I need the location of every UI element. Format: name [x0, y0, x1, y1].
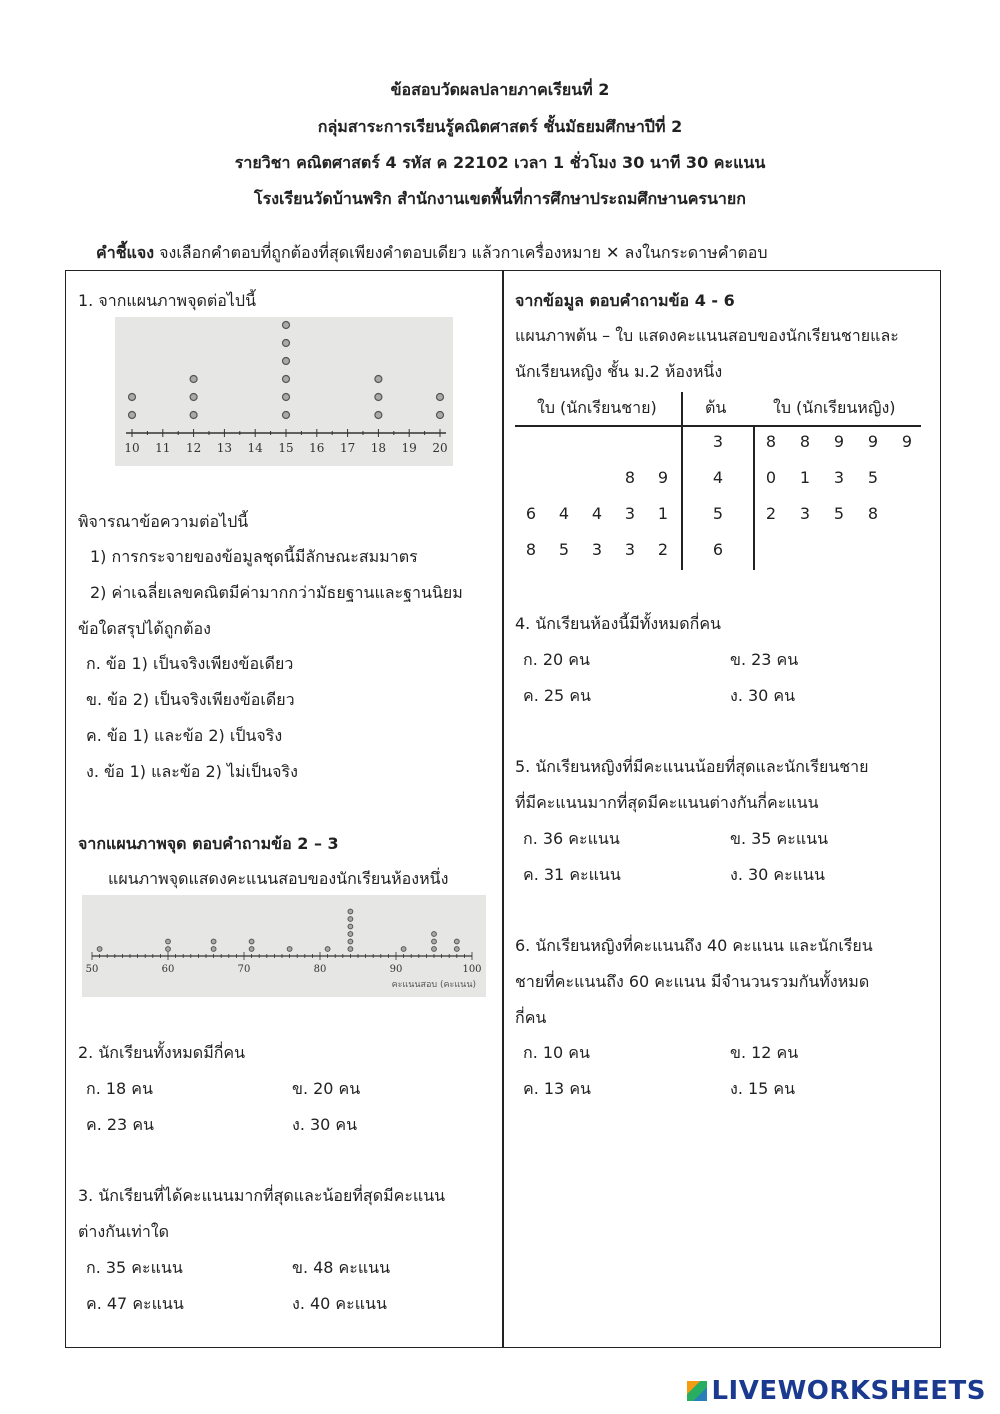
dot-plot-2-point — [348, 909, 353, 914]
q3-choice-a[interactable]: ก. 35 คะแนน — [86, 1258, 183, 1277]
dot-plot-2-point — [348, 924, 353, 929]
stem-leaf-left-leaf: 6 — [525, 504, 537, 523]
q5-title: 5. นักเรียนหญิงที่มีคะแนนน้อยที่สุดและนักเรียนชาย — [515, 757, 869, 776]
q6-title: 6. นักเรียนหญิงที่คะแนนถึง 40 คะแนน และนักเรียน — [515, 936, 873, 955]
course-info: รายวิชา คณิตศาสตร์ 4 รหัส ค 22102 เวลา 1 ชั่วโมง 30 นาที 30 คะแนน — [234, 153, 766, 172]
stem-leaf-left-leaf: 3 — [624, 504, 636, 523]
q3-title: 3. นักเรียนที่ได้คะแนนมากที่สุดและน้อยที่สุดมีคะแนน — [78, 1186, 446, 1205]
q6-choice-b[interactable]: ข. 12 คน — [730, 1043, 799, 1062]
dot-plot-2-tick-label: 50 — [85, 964, 99, 975]
dot-plot-2-point — [287, 947, 292, 952]
stem-leaf-left-rule — [681, 392, 683, 570]
stem-leaf-head-left: ใบ (นักเรียนชาย) — [537, 398, 657, 417]
stem-leaf-left-leaf: 5 — [558, 540, 570, 559]
dot-plot-2-point — [249, 947, 254, 952]
stem-leaf-table — [515, 392, 921, 570]
dot-plot-1-point — [437, 412, 444, 419]
q2-choice-d[interactable]: ง. 30 คน — [292, 1115, 358, 1134]
stem-leaf-stem: 5 — [712, 504, 724, 523]
dot-plot-1-point — [283, 358, 290, 365]
stem-leaf-right-leaf: 1 — [799, 468, 811, 487]
dot-plot-1-point — [375, 394, 382, 401]
dot-plot-2-point — [249, 939, 254, 944]
dot-plot-2-xlabel: คะแนนสอบ (คะแนน) — [391, 980, 476, 990]
exam-title: ข้อสอบวัดผลปลายภาคเรียนที่ 2 — [390, 80, 610, 99]
q3-choice-d[interactable]: ง. 40 คะแนน — [292, 1294, 387, 1313]
stem-leaf-right-leaf: 8 — [867, 504, 879, 523]
dot-plot-1-point — [375, 412, 382, 419]
stem-leaf-left-leaf: 8 — [525, 540, 537, 559]
stem-leaf-right-leaf: 9 — [867, 432, 879, 451]
stem-leaf-left-leaf: 4 — [558, 504, 570, 523]
q1-statement-1: 1) การกระจายของข้อมูลชุดนี้มีลักษณะสมมาตร — [90, 547, 418, 566]
dot-plot-1-svg — [115, 317, 453, 466]
q2-choice-b[interactable]: ข. 20 คน — [292, 1079, 361, 1098]
dot-plot-1-point — [283, 340, 290, 347]
stem-leaf-right-leaf: 9 — [901, 432, 913, 451]
q1-ask: ข้อใดสรุปได้ถูกต้อง — [78, 619, 211, 638]
q4-choice-d[interactable]: ง. 30 คน — [730, 686, 796, 705]
q5-choice-d[interactable]: ง. 30 คะแนน — [730, 865, 825, 884]
stem-leaf-right-leaf: 8 — [765, 432, 777, 451]
dot-plot-2-tick-label: 80 — [313, 964, 327, 975]
stem-leaf-right-leaf: 2 — [765, 504, 777, 523]
instruction — [96, 241, 768, 266]
instruction-label: คำชี้แจง — [96, 243, 155, 262]
q1-choice-a[interactable]: ก. ข้อ 1) เป็นจริงเพียงข้อเดียว — [86, 654, 294, 673]
dot-plot-1-tick-label: 16 — [309, 441, 325, 455]
dot-plot-2-point — [325, 947, 330, 952]
dot-plot-2-point — [166, 947, 171, 952]
dot-plot-2 — [82, 895, 486, 997]
stem-leaf-head-stem: ต้น — [705, 398, 727, 417]
q6-title-2: ชายที่คะแนนถึง 60 คะแนน มีจำนวนรวมกันทั้งหมด — [515, 972, 870, 991]
dot-plot-1-tick-label: 19 — [401, 441, 417, 455]
q1-statement-2: 2) ค่าเฉลี่ยเลขคณิตมีค่ามากกว่ามัธยฐานและฐานนิยม — [90, 583, 463, 602]
q5-title-2: ที่มีคะแนนมากที่สุดมีคะแนนต่างกันกี่คะแนน — [515, 793, 819, 812]
dot-plot-1-tick-label: 13 — [216, 441, 233, 455]
dot-plot-1-tick-label: 18 — [370, 441, 387, 455]
q4-choice-c[interactable]: ค. 25 คน — [523, 686, 591, 705]
q3-choice-c[interactable]: ค. 47 คะแนน — [86, 1294, 184, 1313]
q1-choice-b[interactable]: ข. ข้อ 2) เป็นจริงเพียงข้อเดียว — [86, 690, 295, 709]
dot-plot-1-tick-label: 11 — [155, 441, 171, 455]
q1-choice-d[interactable]: ง. ข้อ 1) และข้อ 2) ไม่เป็นจริง — [86, 762, 298, 781]
q2-choice-c[interactable]: ค. 23 คน — [86, 1115, 154, 1134]
stem-leaf-left-leaf: 3 — [591, 540, 603, 559]
section-2-3-title: จากแผนภาพจุด ตอบคำถามข้อ 2 – 3 — [78, 834, 339, 853]
q6-choice-a[interactable]: ก. 10 คน — [523, 1043, 590, 1062]
q3-title-2: ต่างกันเท่าใด — [78, 1222, 170, 1241]
q4-choice-b[interactable]: ข. 23 คน — [730, 650, 799, 669]
q2-title: 2. นักเรียนทั้งหมดมีกี่คน — [78, 1043, 246, 1062]
section-4-6-desc-2: นักเรียนหญิง ชั้น ม.2 ห้องหนึ่ง — [515, 362, 723, 381]
stem-leaf-stem: 3 — [712, 432, 724, 451]
dot-plot-1-point — [190, 412, 197, 419]
dot-plot-2-svg — [82, 895, 486, 997]
column-divider — [502, 270, 504, 1348]
dot-plot-2-point — [211, 939, 216, 944]
dot-plot-2-point — [432, 939, 437, 944]
dot-plot-1-point — [129, 394, 136, 401]
dot-plot-1-point — [283, 394, 290, 401]
dot-plot-1-tick-label: 10 — [124, 441, 140, 455]
stem-leaf-right-rule — [753, 425, 755, 570]
stem-leaf-right-leaf: 9 — [833, 432, 845, 451]
dot-plot-2-point — [97, 947, 102, 952]
dot-plot-1-point — [283, 412, 290, 419]
q6-title-3: กี่คน — [515, 1008, 547, 1027]
dot-plot-1-point — [437, 394, 444, 401]
q5-choice-a[interactable]: ก. 36 คะแนน — [523, 829, 620, 848]
q4-title: 4. นักเรียนห้องนี้มีทั้งหมดกี่คน — [515, 614, 721, 633]
dot-plot-2-point — [211, 947, 216, 952]
dot-plot-2-point — [401, 947, 406, 952]
stem-leaf-right-leaf: 5 — [867, 468, 879, 487]
school-name: โรงเรียนวัดบ้านพริก สำนักงานเขตพื้นที่การศึกษาประถมศึกษานครนายก — [254, 189, 746, 208]
section-2-3-desc: แผนภาพจุดแสดงคะแนนสอบของนักเรียนห้องหนึ่ง — [108, 869, 449, 888]
dot-plot-2-tick-label: 60 — [161, 964, 175, 975]
dot-plot-1-tick-label: 17 — [339, 441, 356, 455]
dot-plot-2-point — [348, 932, 353, 937]
dot-plot-1-point — [190, 376, 197, 383]
stem-leaf-header-rule — [515, 425, 921, 427]
dot-plot-2-point — [432, 947, 437, 952]
q6-choice-d[interactable]: ง. 15 คน — [730, 1079, 796, 1098]
dot-plot-2-point — [166, 939, 171, 944]
q5-choice-c[interactable]: ค. 31 คะแนน — [523, 865, 621, 884]
dot-plot-2-point — [454, 939, 459, 944]
stem-leaf-head-right: ใบ (นักเรียนหญิง) — [773, 398, 896, 417]
q2-choice-a[interactable]: ก. 18 คน — [86, 1079, 153, 1098]
dot-plot-2-point — [348, 947, 353, 952]
dot-plot-1-tick-label: 12 — [185, 441, 202, 455]
dot-plot-1-tick-label: 15 — [278, 441, 294, 455]
dot-plot-2-tick-label: 100 — [462, 964, 482, 975]
stem-leaf-left-leaf: 8 — [624, 468, 636, 487]
dot-plot-1-point — [129, 412, 136, 419]
q5-choice-b[interactable]: ข. 35 คะแนน — [730, 829, 829, 848]
q3-choice-b[interactable]: ข. 48 คะแนน — [292, 1258, 391, 1277]
stem-leaf-stem: 4 — [712, 468, 724, 487]
stem-leaf-left-leaf: 1 — [657, 504, 669, 523]
stem-leaf-right-leaf: 5 — [833, 504, 845, 523]
liveworksheets-logo[interactable] — [687, 1376, 986, 1406]
q1-consider: พิจารณาข้อความต่อไปนี้ — [78, 512, 249, 531]
stem-leaf-stem: 6 — [712, 540, 724, 559]
stem-leaf-left-leaf: 3 — [624, 540, 636, 559]
stem-leaf-right-leaf: 8 — [799, 432, 811, 451]
q1-choice-c[interactable]: ค. ข้อ 1) และข้อ 2) เป็นจริง — [86, 726, 283, 745]
instruction-text: จงเลือกคำตอบที่ถูกต้องที่สุดเพียงคำตอบเดียว แล้วกาเครื่องหมาย — [159, 243, 601, 262]
stem-leaf-right-leaf: 0 — [765, 468, 777, 487]
stem-leaf-right-leaf: 3 — [799, 504, 811, 523]
dot-plot-1 — [115, 317, 453, 466]
dot-plot-1-tick-label: 14 — [247, 441, 263, 455]
q4-choice-a[interactable]: ก. 20 คน — [523, 650, 590, 669]
dot-plot-1-point — [283, 322, 290, 329]
stem-leaf-left-leaf: 2 — [657, 540, 669, 559]
stem-leaf-left-leaf: 9 — [657, 468, 669, 487]
dot-plot-2-point — [454, 947, 459, 952]
dot-plot-2-tick-label: 90 — [389, 964, 403, 975]
liveworksheets-logo-icon — [687, 1381, 707, 1401]
section-4-6-desc-1: แผนภาพต้น – ใบ แสดงคะแนนสอบของนักเรียนชายและ — [515, 326, 899, 345]
instruction-text-2: ลงในกระดาษคำตอบ — [624, 243, 768, 262]
dot-plot-2-point — [348, 917, 353, 922]
dot-plot-1-tick-label: 20 — [432, 441, 448, 455]
stem-leaf-right-leaf: 3 — [833, 468, 845, 487]
dot-plot-2-point — [348, 939, 353, 944]
dot-plot-1-point — [283, 376, 290, 383]
cross-mark-icon: ✕ — [606, 243, 620, 262]
dot-plot-1-point — [375, 376, 382, 383]
dot-plot-1-point — [190, 394, 197, 401]
dot-plot-2-point — [432, 932, 437, 937]
liveworksheets-logo-text: LIVEWORKSHEETS — [711, 1376, 986, 1406]
subject-group: กลุ่มสาระการเรียนรู้คณิตศาสตร์ ชั้นมัธยมศึกษาปีที่ 2 — [317, 117, 683, 136]
dot-plot-2-tick-label: 70 — [237, 964, 251, 975]
q1-title: 1. จากแผนภาพจุดต่อไปนี้ — [78, 291, 257, 310]
q6-choice-c[interactable]: ค. 13 คน — [523, 1079, 591, 1098]
stem-leaf-left-leaf: 4 — [591, 504, 603, 523]
section-4-6-title: จากข้อมูล ตอบคำถามข้อ 4 - 6 — [515, 291, 735, 310]
